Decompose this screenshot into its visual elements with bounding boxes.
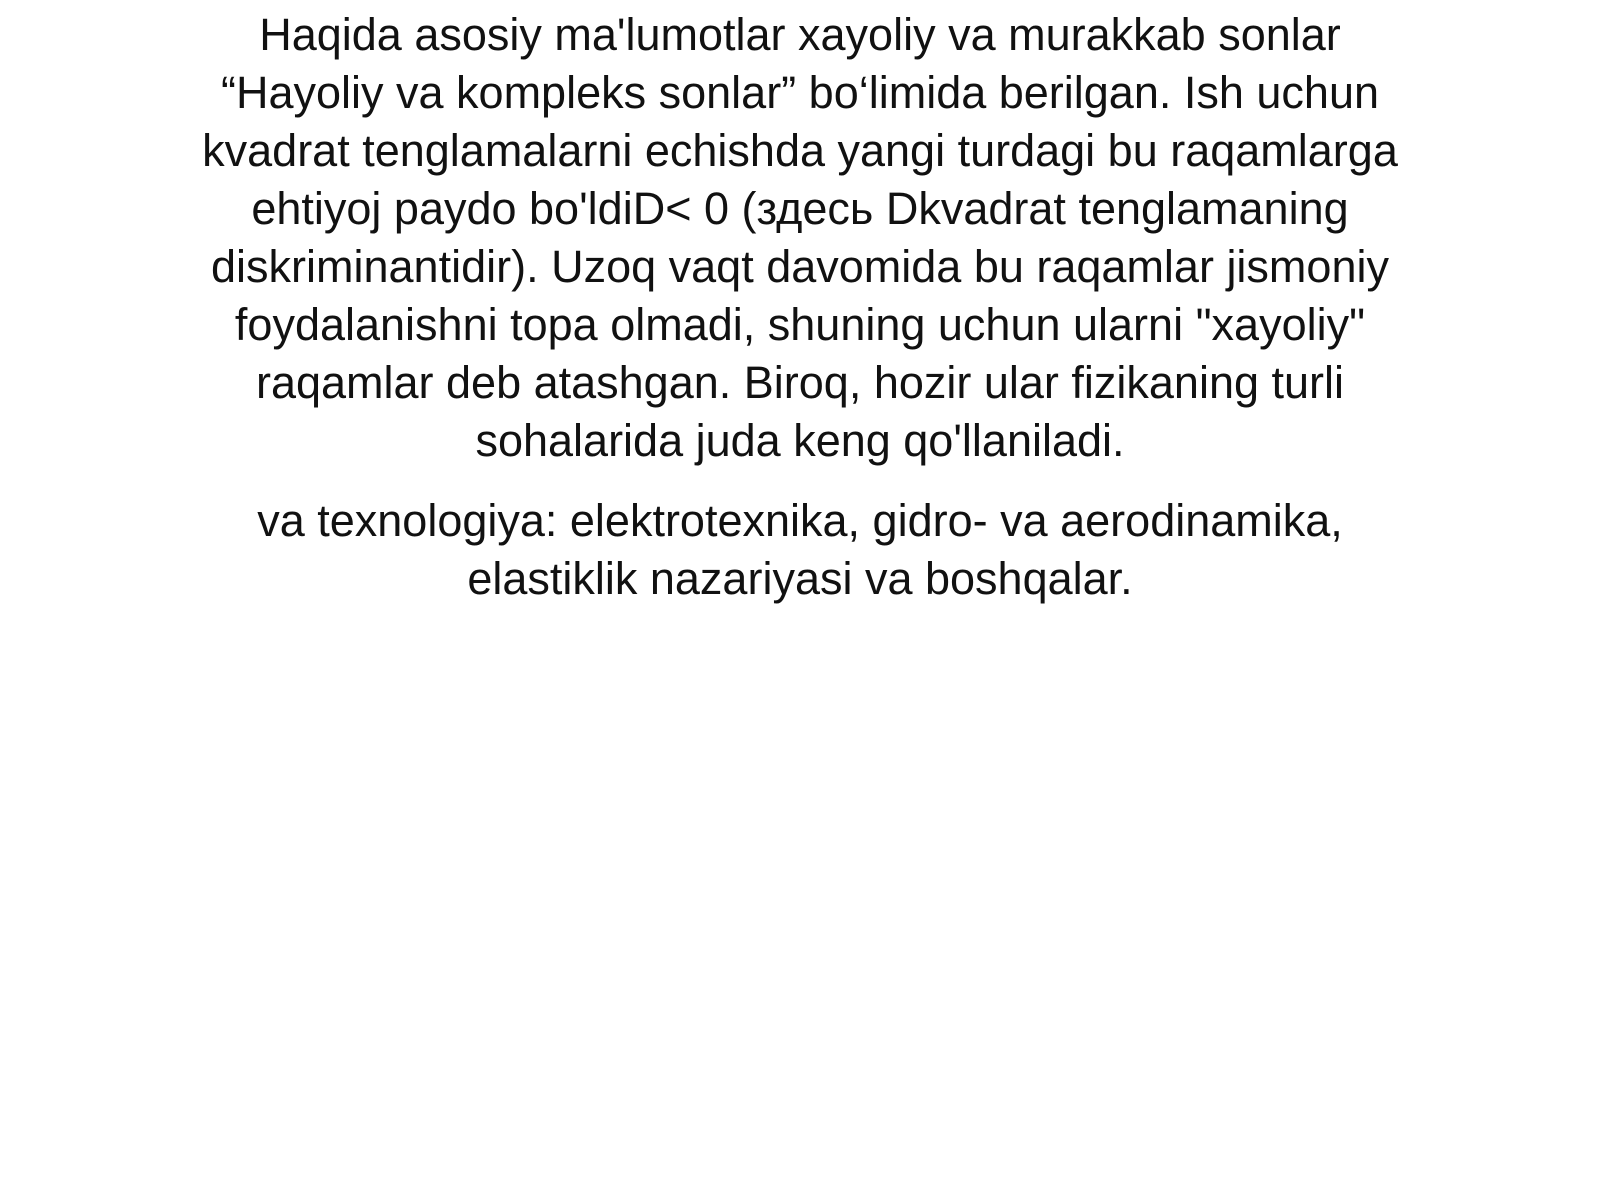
text-body [200, 6, 1400, 608]
paragraph-1: Haqida asosiy ma'lumotlar xayoliy va murakkab sonlar “Hayoliy va kompleks sonlar” bo‘limida berilgan. Ish uchun kvadrat tenglamalarni echishda yangi turdagi bu raqamlarga ehtiyoj paydo bo'ldiD< 0 (здесь Dkvadrat tenglamaning diskriminantidir). Uzoq vaqt davomida bu raqamlar jismoniy foydalanishni topa olmadi, shuning uchun ularni "xayoliy" raqamlar deb atashgan. Biroq, hozir ular fizikaning turli sohalarida juda keng qo'llaniladi. [202, 9, 1398, 466]
paragraph-2: va texnologiya: elektrotexnika, gidro- va aerodinamika, elastiklik nazariyasi va boshqalar. [257, 495, 1343, 604]
